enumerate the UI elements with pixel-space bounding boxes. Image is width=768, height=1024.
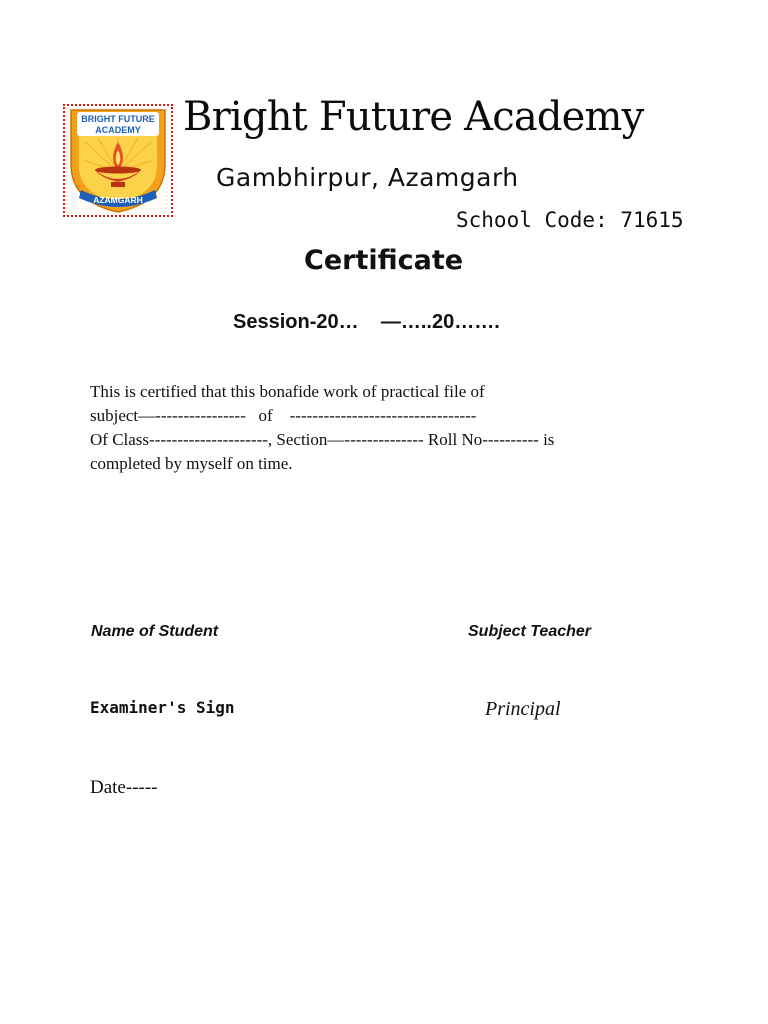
session-line: Session-20… —…..20……. (233, 311, 500, 333)
principal-label: Principal (485, 698, 561, 720)
examiner-sign-label: Examiner's Sign (90, 698, 235, 717)
school-code: School Code: 71615 (456, 208, 684, 232)
body-line-1: This is certified that this bonafide work of practical file of (90, 382, 485, 401)
subject-teacher-label: Subject Teacher (468, 623, 592, 640)
date-label: Date----- (90, 777, 158, 798)
school-logo (63, 104, 173, 217)
student-name-label: Name of Student (91, 623, 219, 640)
logo-text-line2: ACADEMY (95, 125, 141, 135)
school-location: Gambhirpur, Azamgarh (216, 163, 519, 192)
body-line-3: Of Class---------------------, Section—-------------- Roll No---------- is (90, 430, 555, 449)
body-line-4: completed by myself on time. (90, 454, 293, 473)
logo-text-line1: BRIGHT FUTURE (81, 114, 155, 124)
logo-banner-text: AZAMGARH (93, 195, 143, 205)
diya-lamp-emblem-icon (65, 106, 171, 215)
school-name: Bright Future Academy (183, 94, 644, 140)
certificate-title: Certificate (304, 245, 464, 276)
body-line-2: subject—---------------- of --------------------------------- (90, 406, 477, 425)
